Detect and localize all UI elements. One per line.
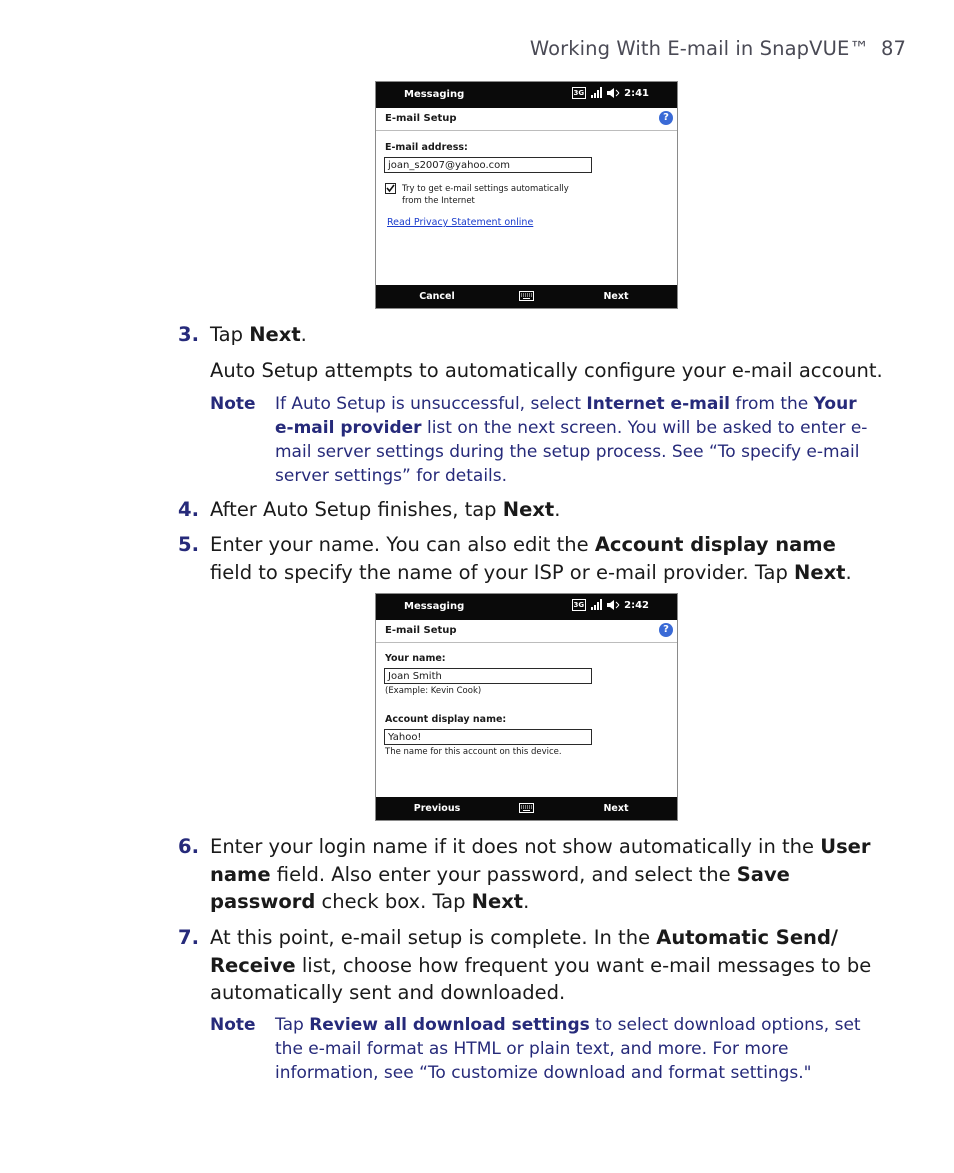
- privacy-statement-link[interactable]: Read Privacy Statement online: [387, 217, 534, 228]
- speaker-mute-icon: [606, 599, 620, 611]
- note-text: If Auto Setup is unsuccessful, select Internet e-mail from the Your e-mail provider list on the next screen. You will be asked to enter e-mail server settings during the setup process. See “To specify e-mail server settings” for details.: [275, 394, 868, 486]
- account-display-name-hint: The name for this account on this device.: [385, 747, 562, 757]
- step-text: After Auto Setup finishes, tap Next.: [210, 498, 561, 521]
- step-text: Enter your login name if it does not show automatically in the User name field. Also enter your password, and select the Save password check box. Tap Next.: [210, 835, 871, 913]
- check-icon: [386, 184, 395, 193]
- step-number: 7.: [178, 926, 199, 949]
- step-number: 5.: [178, 533, 199, 556]
- speaker-mute-icon: [606, 87, 620, 99]
- status-icons: [572, 87, 650, 99]
- your-name-label: Your name:: [385, 653, 446, 664]
- email-address-input[interactable]: joan_s2007@yahoo.com: [384, 157, 592, 173]
- screen-subheader: [376, 108, 677, 131]
- next-button[interactable]: Next: [603, 803, 629, 814]
- app-title: Messaging: [404, 601, 465, 612]
- signal-icon: [590, 87, 602, 99]
- keyboard-icon[interactable]: [519, 803, 534, 816]
- app-title: Messaging: [404, 89, 465, 100]
- network-3g-icon: 3G: [573, 89, 585, 97]
- next-button[interactable]: Next: [603, 291, 629, 302]
- previous-button[interactable]: Previous: [413, 803, 461, 814]
- auto-settings-line1: Try to get e-mail settings automatically: [402, 184, 569, 194]
- email-setup-screenshot-1: [375, 81, 678, 309]
- your-name-hint: (Example: Kevin Cook): [385, 686, 482, 696]
- screen-subheader: [376, 620, 677, 643]
- your-name-input[interactable]: Joan Smith: [384, 668, 592, 684]
- screen-title: E-mail Setup: [385, 625, 457, 636]
- account-display-name-label: Account display name:: [385, 714, 507, 725]
- screen-title: E-mail Setup: [385, 113, 457, 124]
- running-header: [530, 37, 906, 60]
- screen-content: [376, 643, 677, 793]
- page-number: 87: [880, 37, 906, 60]
- step-number: 3.: [178, 323, 199, 346]
- help-icon[interactable]: ?: [659, 111, 673, 125]
- signal-icon: [590, 599, 602, 611]
- step-text: At this point, e-mail setup is complete. In the Automatic Send/ Receive list, choose how frequent you want e-mail messages to be automatically sent and downloaded.: [210, 926, 872, 1004]
- note-label: Note: [210, 394, 256, 414]
- step-number: 6.: [178, 835, 199, 858]
- keyboard-icon[interactable]: [519, 291, 534, 304]
- auto-settings-checkbox[interactable]: [385, 183, 396, 194]
- email-address-label: E-mail address:: [385, 142, 468, 153]
- step-text: Enter your name. You can also edit the Account display name field to specify the name of your ISP or e-mail provider. Tap Next.: [210, 533, 852, 584]
- auto-settings-line2: from the Internet: [402, 196, 475, 206]
- email-setup-screenshot-2: [375, 593, 678, 821]
- network-3g-icon: 3G: [573, 601, 585, 609]
- clock: 2:42: [624, 599, 649, 611]
- title-bar: [376, 594, 677, 620]
- clock: 2:41: [624, 87, 649, 99]
- chapter-title: Working With E-mail in SnapVUE™: [529, 37, 869, 60]
- step-number: 4.: [178, 498, 199, 521]
- status-icons: [572, 599, 650, 611]
- soft-key-bar: [376, 797, 677, 820]
- title-bar: [376, 82, 677, 108]
- soft-key-bar: [376, 285, 677, 308]
- note-text: Tap Review all download settings to select download options, set the e-mail format as HTML or plain text, and more. For more information, see “To customize download and format settings.": [275, 1015, 861, 1083]
- step-text: Tap Next.: [210, 323, 307, 346]
- auto-settings-label: [402, 183, 569, 207]
- account-display-name-input[interactable]: Yahoo!: [384, 729, 592, 745]
- screen-content: [376, 131, 677, 281]
- cancel-button[interactable]: Cancel: [419, 291, 455, 302]
- help-icon[interactable]: ?: [659, 623, 673, 637]
- note-label: Note: [210, 1015, 256, 1035]
- step-3-description: Auto Setup attempts to automatically configure your e-mail account.: [210, 359, 883, 382]
